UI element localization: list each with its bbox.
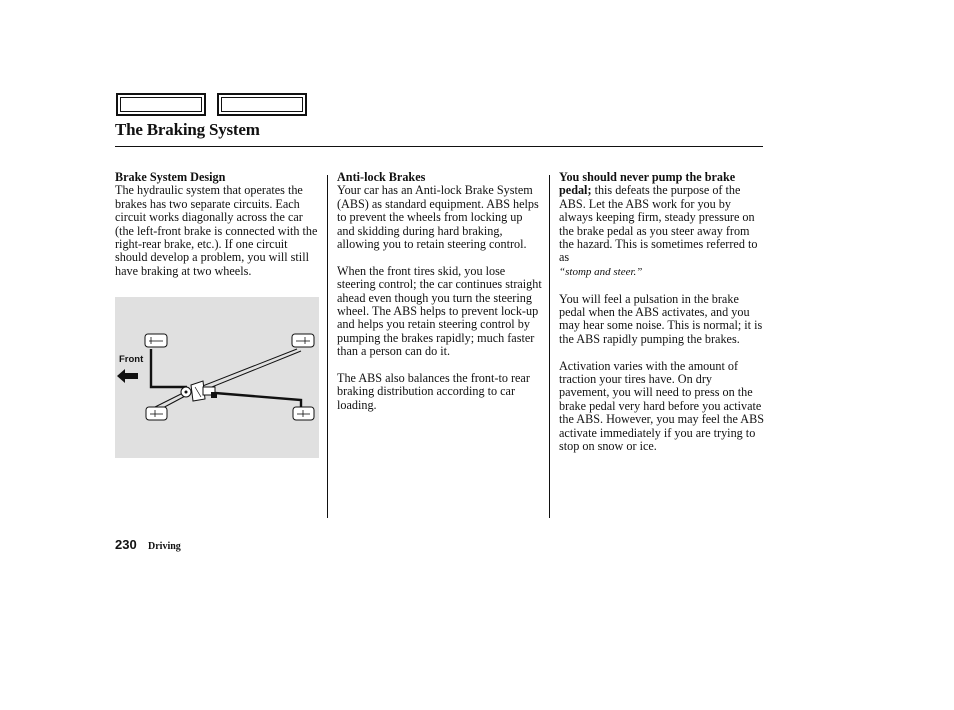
brake-design-body: The hydraulic system that operates the brakes has two separate circuits. Each circuit works diagonally across the car (the left-front brake is connected with the right-rear brake, etc.). If one circuit should develop a problem, you will still have braking at two wheels. [115, 183, 318, 278]
abs-paragraph-1 [337, 171, 542, 251]
column-divider [549, 175, 550, 518]
arrow-left-icon [117, 368, 139, 384]
page-title: The Braking System [115, 120, 260, 139]
column-abs-usage [559, 171, 764, 467]
title-rule [115, 146, 763, 147]
column-divider [327, 175, 328, 518]
front-label: Front [119, 354, 144, 365]
abs-paragraph-3: The ABS also balances the front-to rear braking distribution according to car loading. [337, 371, 530, 412]
wheel-brake-icon [292, 334, 314, 347]
nav-box-previous[interactable] [116, 93, 206, 116]
wheel-brake-icon [146, 407, 167, 420]
section-heading-abs: Anti-lock Brakes [337, 170, 426, 184]
abs-usage-paragraph-1 [559, 171, 764, 279]
abs-paragraph-2: When the front tires skid, you lose steering control; the car continues straight ahead even though you turn the steering wheel. The ABS helps to prevent lock-up and helps you retain steering control by pumping the brakes rapidly; much faster than a person can do it. [337, 263, 542, 359]
footer-section-name: Driving [148, 541, 181, 552]
wheel-brake-icon [145, 334, 167, 347]
nav-box-next[interactable] [217, 93, 307, 116]
abs-intro-text: Your car has an Anti-lock Brake System (ABS) as standard equipment. ABS helps to prevent the wheels from locking up and skidding during hard braking, allowing you to retain steering control. [337, 183, 539, 252]
wheel-brake-icon [293, 407, 314, 420]
brake-circuit-diagram [115, 297, 319, 458]
column-brake-system-design [115, 171, 320, 292]
pump-warning-text: this defeats the purpose of the ABS. Let the ABS work for you by always keeping firm, steady pressure on the brake pedal as you steer away from the hazard. This is sometimes referred to as [559, 183, 758, 265]
stomp-and-steer-quote: “stomp and steer.” [559, 265, 643, 278]
page-number: 230 [115, 537, 137, 552]
section-heading-brake-design: Brake System Design [115, 170, 226, 184]
brake-circuit-svg [115, 297, 319, 458]
brake-design-paragraph [115, 171, 320, 278]
abs-modulator-icon [181, 381, 205, 401]
column-anti-lock-brakes [337, 171, 542, 426]
abs-usage-paragraph-3: Activation varies with the amount of traction your tires have. On dry pavement, you will need to press on the brake pedal very hard before you activate the ABS. However, you may feel the ABS activate immediately if you are trying to stop on snow or ice. [559, 358, 764, 454]
abs-usage-paragraph-2: You will feel a pulsation in the brake pedal when the ABS activates, and you may hear some noise. This is normal; it is the ABS rapidly pumping the brakes. [559, 291, 763, 346]
pump-warning-bold: You should never pump the brake pedal; [559, 170, 736, 198]
